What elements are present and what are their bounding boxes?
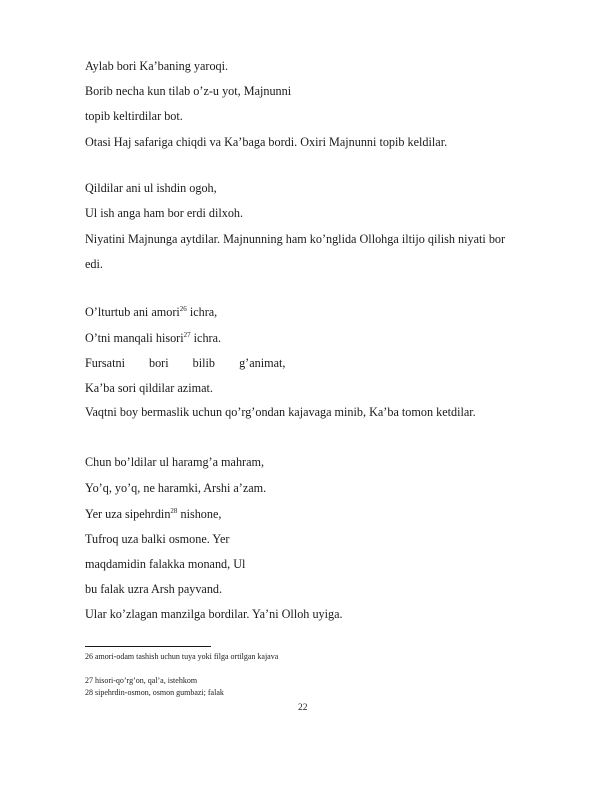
verse-line-17: Tufroq uza balki osmone. Yer [85,532,230,546]
verse-line-16 [85,507,221,521]
text-line-8: edi. [85,257,103,271]
verse-text: ichra, [186,305,218,319]
text-line-13: Vaqtni boy bermaslik uchun qo’rg’ondan kajavaga minib, Ka’ba tomon ketdilar. [85,405,476,419]
verse-line-14: Chun bo’ldilar ul haramg’a mahram, [85,455,265,469]
verse-text: nishone, [177,507,222,521]
footnote-ref-27: 27 [183,331,191,339]
footnote-ref-28: 28 [170,507,178,515]
text-line-3: topib keltirdilar bot. [85,109,183,123]
footnote-separator [85,646,211,647]
verse-text: ichra. [190,331,222,345]
verse-line-18: maqdamidin falakka monand, Ul [85,557,246,571]
verse-line-19: bu falak uzra Arsh payvand. [85,582,223,596]
verse-line-15: Yo’q, yo’q, ne haramki, Arshi a’zam. [85,481,267,495]
verse-line-6: Ul ish anga ham bor erdi dilxoh. [85,206,244,220]
text-line-4: Otasi Haj safariga chiqdi va Ka’baga bordi. Oxiri Majnunni topib keldilar. [85,135,448,149]
verse-line-10 [85,331,221,345]
text-line-20: Ular ko’zlagan manzilga bordilar. Ya’ni Olloh uyiga. [85,607,343,621]
verse-line-12: Ka’ba sori qildilar azimat. [85,381,213,395]
verse-text: O’lturtub ani amori [85,305,180,319]
page-number: 22 [298,703,308,713]
verse-line-9 [85,305,217,319]
footnote-28: 28 sipehrdin-osmon, osmon gumbazi; falak [85,688,224,697]
footnote-27: 27 hisori-qo’rg’on, qal’a, istehkom [85,676,198,685]
text-line-2: Borib necha kun tilab o’z-u yot, Majnunni [85,84,292,98]
verse-text: O’tni manqali hisori [85,331,184,345]
text-line-1: Aylab bori Ka’baning yaroqi. [85,59,229,73]
footnote-26: 26 amori-odam tashish uchun tuya yoki filga ortilgan kajava [85,652,279,661]
verse-line-5: Qildilar ani ul ishdin ogoh, [85,181,217,195]
footnote-ref-26: 26 [179,305,187,313]
verse-text: Yer uza sipehrdin [85,507,171,521]
text-line-7: Niyatini Majnunga aytdilar. Majnunning ham ko’nglida Ollohga iltijo qilish niyati bor [85,232,506,246]
verse-line-11: Fursatni bori bilib g’animat, [85,356,286,370]
